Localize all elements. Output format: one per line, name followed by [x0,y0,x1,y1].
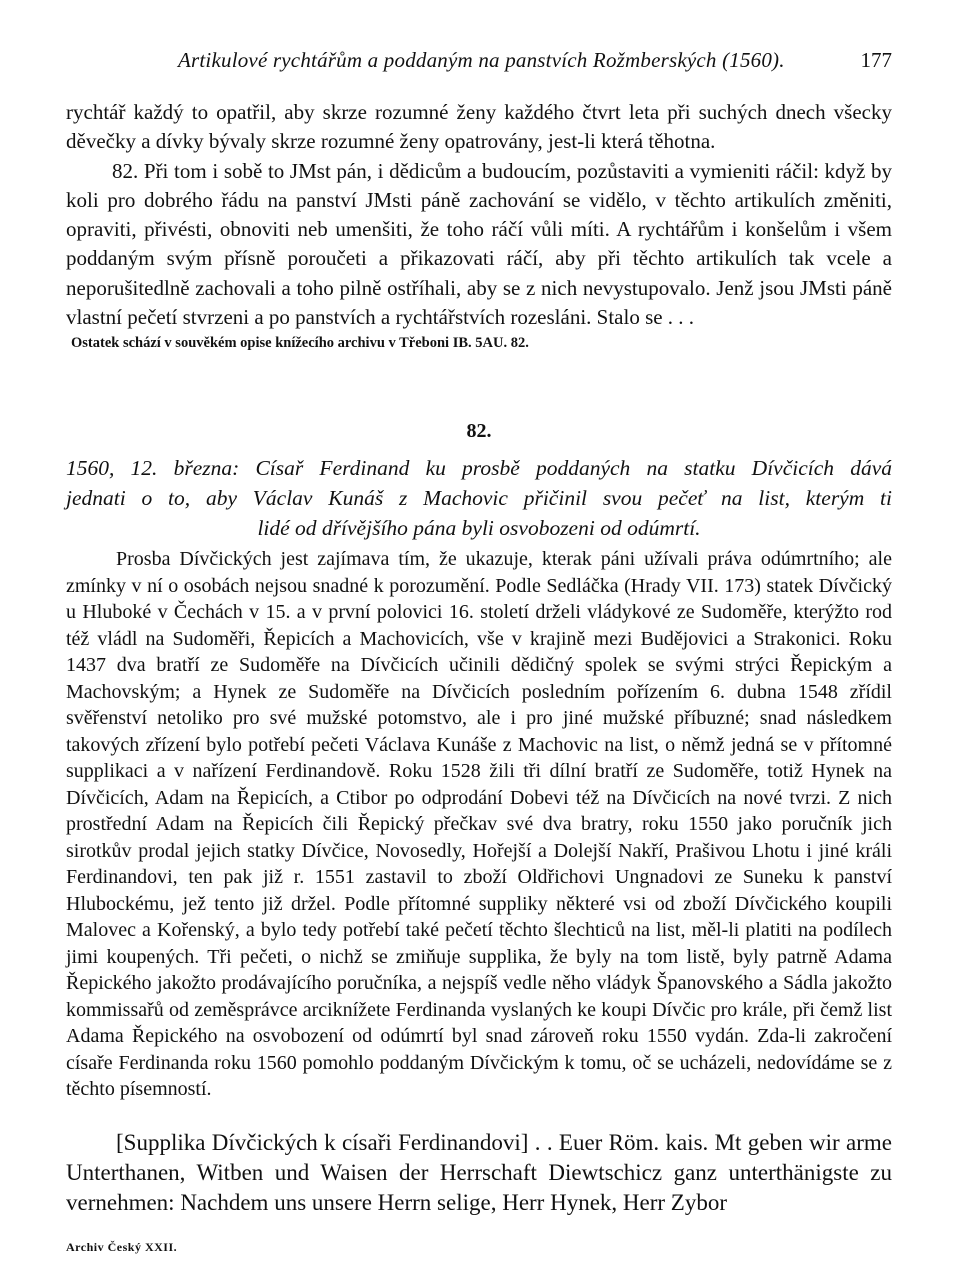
preceding-articles-block [66,98,892,354]
page-number: 177 [860,48,892,72]
supplication-text: [Supplika Dívčických k císaři Ferdinandovi] . . Euer Röm. kais. Mt geben wir arme Unterthanen, Witben und Waisen der Herrschaft Diewtschicz ganz unterthänigste zu vernehmen: Nachdem uns unsere Herrn selige, Herr Hynek, Herr Zybor [66,1130,892,1215]
source-note: Ostatek schází v souvěkém opise knížecího archivu v Třeboni IB. 5AU. 82. [71,335,529,352]
regest-line-1: 1560, 12. března: Císař Ferdinand ku prosbě poddaných na statku Dívčicích dává [66,456,892,480]
printer-signature: Archiv Český XXII. [66,1240,178,1254]
regest-line-2: jednati o to, aby Václav Kunáš z Machovic přičinil svou pečeť na list, kterým ti [66,486,892,510]
document-regest [66,453,892,543]
editorial-commentary: Prosba Dívčických jest zajímava tím, že ukazuje, kterak páni užívali práva odúmrtního; ale zmínky v ní o osobách nejsou snadné k porozumění. Podle Sedláčka (Hrady VII. 173) statek Dívčický u Hluboké v Čechách v 15. a v první polovici 16. století drželi vládykové ze Sudoměře, kterýžto rod též vládl na Sudoměři, Řepicích a Machovicích, vše v krajině mezi Budějovici a Strakonici. Roku 1437 dva bratří ze Sudoměře na Dívčicích učinili dědičný spolek se svými strýci Řepickým a Machovským; a Hynek ze Sudoměře na Dívčicích posledním pořízením 6. dubna 1548 zřídil svěřenství netoliko pro své mužské potomstvo, ale i pro jiné mužské příbuzné; snad následkem takových zřízení bylo potřebí pečeti Václava Kunáše z Machovic na list, o němž jedná se v přítomné supplikaci a v nařízení Ferdinandově. Roku 1528 žili tři dílní bratří ze Sudoměře, totiž Hynek na Dívčicích, Adam na Řepicích, a Ctibor po odprodání Dobevi též na Dívčicích na nové tvrzi. Z nich prostřední Adam na Řepicích čili Řepický přečkav své dva bratry, roku 1550 jako poručník jich sirotkův prodal jejich statky Dívčice, Novosedly, Hořejší a Dolejší Nakří, Prašivou Lhotu i jiné králi Ferdinandovi, ten pak již r. 1551 zastavil to zboží Oldřichovi Ungnadovi ze Suneku k panství Hlubockému, jež tento již držel. Podle přítomné suppliky některé vsi od zboží Dívčického koupili Malovec a Kořenský, a bylo tedy potřebí také pečetí těchto šlechticů na list, měl-li platiti na podílech jimi koupených. Tři pečeti, o nichž se zmiňuje supplika, že byly na tom listě, byly patrně Adama Řepického jakožto prodávajícího poručníka, a nejspíš vedle něho vládyk Španovského a Sádla jakožto kommissařů od zeměsprávce arciknížete Ferdinanda vyslaných ke koupi Dívčic pro krále, při čemž list Adama Řepického na osvobození od odúmrtí byl snad zároveň roku 1550 vydán. Zda-li zakročení císaře Ferdinanda roku 1560 pomohlo poddaným Dívčickým k tomu, oč se ucházeli, nedovídáme se z těchto písemností. [66,548,892,1100]
article-82-paragraph: 82. Při tom i sobě to JMst pán, i dědicům a budoucím, pozůstaviti a vymieniti ráčil: když by koli pro dobrého řádu na panství JMsti páně zachování se vidělo, v těchto artikulích změniti, opraviti, přivésti, obnoviti neb umenšiti, že toho ráčí vůli míti. A rychtářům i konšelům i všem poddaným svým přísně poroučeti a přikazovati ráčí, aby při těchto artikulích tak vcele a neporušitedlně zachovali a toho pilně ostříhali, aby se z nich nevystupovalo. Jenž jsou JMsti páně vlastní pečetí stvrzeni a po panstvích a rychtářstvích rozesláni. Stalo se . . . [66,158,892,330]
document-page [66,0,892,1268]
document-number: 82. [466,420,492,442]
regest-line-3: lidé od dřívějšího pána byli osvobozeni od odúmrtí. [257,516,701,540]
running-header [66,48,892,78]
running-title: Artikulové rychtářům a poddaným na panstvích Rožmberských (1560). [178,48,785,72]
paragraph-continuation: rychtář každý to opatřil, aby skrze rozumné ženy každého čtvrt leta při suchých dnech všecky děvečky a dívky bývaly skrze rozumné ženy opatrovány, jest-li která těhotna. [66,100,892,154]
